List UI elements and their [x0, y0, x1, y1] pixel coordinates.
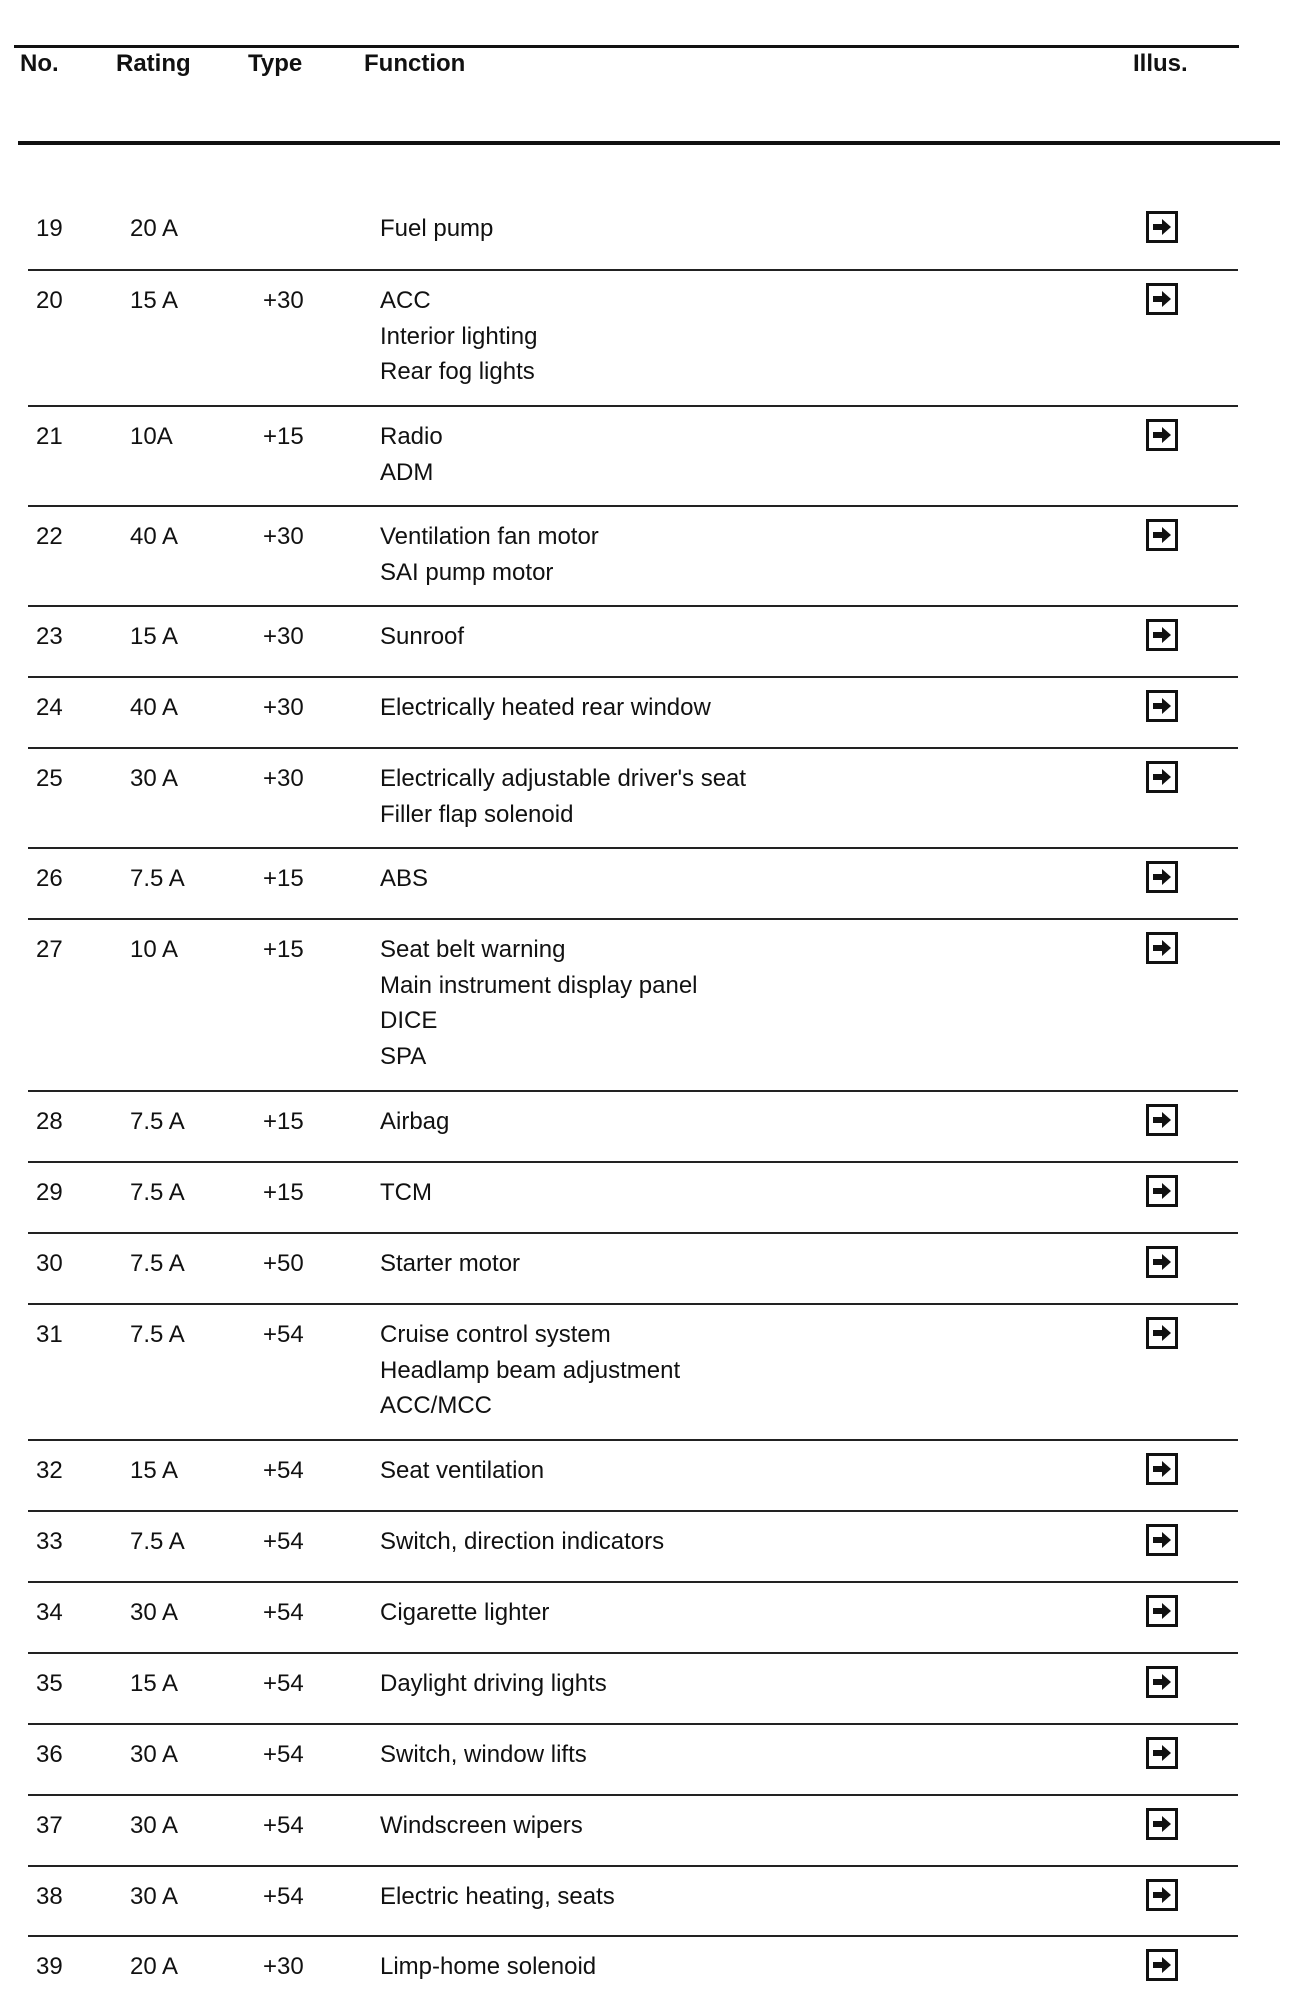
fuse-function — [380, 932, 698, 1074]
fuse-rating: 40 A — [130, 694, 179, 721]
table-row — [28, 918, 1238, 1090]
function-line: Airbag — [380, 1108, 450, 1135]
fuse-rating: 7.5 A — [130, 1179, 185, 1206]
table-row — [28, 1581, 1238, 1652]
fuse-rating: 30 A — [130, 1883, 179, 1910]
table-row — [28, 1232, 1238, 1303]
fuse-rating: 20 A — [130, 215, 179, 242]
fuse-function — [380, 1595, 549, 1631]
table-row — [28, 1439, 1238, 1510]
fuse-rating: 10 A — [130, 936, 179, 963]
fuse-type: +15 — [263, 865, 304, 892]
table-row — [28, 676, 1238, 747]
fuse-number: 35 — [36, 1670, 63, 1697]
fuse-function — [380, 211, 493, 247]
table-row — [28, 605, 1238, 676]
header-function: Function — [364, 50, 466, 77]
arrow-right-icon[interactable] — [1146, 1453, 1178, 1485]
function-line: ABS — [380, 865, 429, 892]
fuse-type: +54 — [263, 1812, 304, 1839]
fuse-function — [380, 519, 599, 590]
arrow-right-icon[interactable] — [1146, 1808, 1178, 1840]
table-row — [28, 1865, 1238, 1935]
fuse-type: +54 — [263, 1457, 304, 1484]
function-line: Windscreen wipers — [380, 1812, 583, 1839]
fuse-number: 22 — [36, 523, 63, 550]
function-line: Electrically heated rear window — [380, 694, 711, 721]
arrow-right-icon[interactable] — [1146, 519, 1178, 551]
fuse-function — [380, 1104, 449, 1140]
fuse-function — [380, 1524, 664, 1560]
function-line: ACC — [380, 287, 431, 314]
function-line: Headlamp beam adjustment — [380, 1356, 681, 1384]
fuse-rating: 30 A — [130, 1741, 179, 1768]
fuse-function — [380, 1879, 615, 1915]
function-line: Fuel pump — [380, 215, 494, 242]
fuse-number: 33 — [36, 1528, 63, 1555]
arrow-right-icon[interactable] — [1146, 1317, 1178, 1349]
fuse-type: +30 — [263, 287, 304, 314]
table-row — [28, 505, 1238, 605]
fuse-type: +54 — [263, 1321, 304, 1348]
table-row — [28, 1510, 1238, 1581]
fuse-number: 20 — [36, 287, 63, 314]
fuse-type: +15 — [263, 936, 304, 963]
function-line: Rear fog lights — [380, 358, 535, 385]
fuse-rating: 15 A — [130, 1457, 179, 1484]
fuse-type: +50 — [263, 1250, 304, 1277]
fuse-number: 31 — [36, 1321, 63, 1348]
header-rule — [18, 141, 1280, 145]
function-line: Daylight driving lights — [380, 1670, 607, 1697]
fuse-number: 19 — [36, 215, 63, 242]
table-row — [28, 199, 1238, 269]
fuse-function — [380, 1666, 607, 1702]
function-line: DICE — [380, 1007, 438, 1034]
fuse-type: +15 — [263, 1179, 304, 1206]
fuse-type: +30 — [263, 523, 304, 550]
arrow-right-icon[interactable] — [1146, 761, 1178, 793]
fuse-number: 39 — [36, 1953, 63, 1980]
arrow-right-icon[interactable] — [1146, 211, 1178, 243]
fuse-rating: 30 A — [130, 1599, 179, 1626]
function-line: ADM — [380, 458, 434, 486]
arrow-right-icon[interactable] — [1146, 932, 1178, 964]
fuse-number: 24 — [36, 694, 63, 721]
table-row — [28, 1303, 1238, 1439]
arrow-right-icon[interactable] — [1146, 1524, 1178, 1556]
function-line: ACC/MCC — [380, 1392, 492, 1419]
fuse-type: +30 — [263, 694, 304, 721]
arrow-right-icon[interactable] — [1146, 690, 1178, 722]
arrow-right-icon[interactable] — [1146, 1949, 1178, 1981]
table-row — [28, 1161, 1238, 1232]
function-line: Interior lighting — [380, 322, 538, 350]
function-line: Seat ventilation — [380, 1457, 545, 1484]
fuse-function — [380, 1737, 587, 1773]
table-row — [28, 1935, 1238, 1995]
header-rating: Rating — [116, 50, 191, 77]
fuse-number: 36 — [36, 1741, 63, 1768]
table-row — [28, 1723, 1238, 1794]
function-line: Sunroof — [380, 623, 465, 650]
fuse-function — [380, 1175, 432, 1211]
fuse-rating: 30 A — [130, 765, 179, 792]
arrow-right-icon[interactable] — [1146, 1246, 1178, 1278]
function-line: Filler flap solenoid — [380, 800, 574, 828]
table-row — [28, 1090, 1238, 1161]
fuse-type: +15 — [263, 423, 304, 450]
fuse-rating: 15 A — [130, 287, 179, 314]
arrow-right-icon[interactable] — [1146, 1737, 1178, 1769]
fuse-number: 26 — [36, 865, 63, 892]
fuse-type: +54 — [263, 1741, 304, 1768]
fuse-function — [380, 1453, 544, 1489]
arrow-right-icon[interactable] — [1146, 1175, 1178, 1207]
table-row — [28, 747, 1238, 847]
fuse-type: +54 — [263, 1599, 304, 1626]
function-line: Radio — [380, 423, 443, 450]
function-line: SPA — [380, 1042, 427, 1070]
fuse-number: 28 — [36, 1108, 63, 1135]
fuse-function — [380, 690, 711, 726]
fuse-type: +54 — [263, 1883, 304, 1910]
fuse-type: +54 — [263, 1670, 304, 1697]
fuse-rating: 30 A — [130, 1812, 179, 1839]
fuse-rating: 40 A — [130, 523, 179, 550]
fuse-rating: 7.5 A — [130, 865, 185, 892]
arrow-right-icon[interactable] — [1146, 1666, 1178, 1698]
function-line: SAI pump motor — [380, 558, 554, 586]
fuse-number: 38 — [36, 1883, 63, 1910]
fuse-rating: 7.5 A — [130, 1528, 185, 1555]
header-illus: Illus. — [1133, 50, 1188, 77]
fuse-number: 23 — [36, 623, 63, 650]
fuse-type: +54 — [263, 1528, 304, 1555]
arrow-right-icon[interactable] — [1146, 1104, 1178, 1136]
function-line: Switch, window lifts — [380, 1741, 587, 1768]
fuse-function — [380, 861, 428, 897]
header-type: Type — [248, 50, 303, 77]
function-line: Electrically adjustable driver's seat — [380, 765, 747, 792]
fuse-function — [380, 619, 464, 655]
table-row — [28, 1652, 1238, 1723]
fuse-number: 37 — [36, 1812, 63, 1839]
fuse-rating: 10A — [130, 423, 173, 450]
fuse-number: 29 — [36, 1179, 63, 1206]
function-line: Ventilation fan motor — [380, 523, 599, 550]
function-line: Cruise control system — [380, 1321, 611, 1348]
fuse-number: 32 — [36, 1457, 63, 1484]
fuse-rating: 20 A — [130, 1953, 179, 1980]
arrow-right-icon[interactable] — [1146, 1595, 1178, 1627]
fuse-function — [380, 1808, 583, 1844]
top-rule — [14, 45, 1239, 48]
header-no: No. — [20, 50, 59, 77]
function-line: Cigarette lighter — [380, 1599, 550, 1626]
fuse-function — [380, 761, 746, 832]
fuse-function — [380, 419, 443, 490]
fuse-number: 27 — [36, 936, 63, 963]
fuse-function — [380, 283, 537, 390]
arrow-right-icon[interactable] — [1146, 619, 1178, 651]
fuse-function — [380, 1949, 596, 1985]
fuse-type: +15 — [263, 1108, 304, 1135]
table-row — [28, 1794, 1238, 1865]
table-row — [28, 269, 1238, 405]
fuse-rating: 7.5 A — [130, 1250, 185, 1277]
fuse-number: 34 — [36, 1599, 63, 1626]
function-line: Starter motor — [380, 1250, 521, 1277]
fuse-rating: 15 A — [130, 623, 179, 650]
fuse-number: 21 — [36, 423, 63, 450]
fuse-function — [380, 1317, 680, 1424]
function-line: Seat belt warning — [380, 936, 566, 963]
fuse-function — [380, 1246, 520, 1282]
function-line: Limp-home solenoid — [380, 1953, 597, 1980]
arrow-right-icon[interactable] — [1146, 861, 1178, 893]
function-line: TCM — [380, 1179, 432, 1206]
fuse-rating: 15 A — [130, 1670, 179, 1697]
table-row — [28, 405, 1238, 505]
fuse-number: 30 — [36, 1250, 63, 1277]
fuse-rating: 7.5 A — [130, 1108, 185, 1135]
fuse-type: +30 — [263, 623, 304, 650]
table-row — [28, 847, 1238, 918]
fuse-number: 25 — [36, 765, 63, 792]
fuse-rating: 7.5 A — [130, 1321, 185, 1348]
fuse-type: +30 — [263, 1953, 304, 1980]
function-line: Electric heating, seats — [380, 1883, 615, 1910]
function-line: Main instrument display panel — [380, 971, 698, 999]
fuse-type: +30 — [263, 765, 304, 792]
function-line: Switch, direction indicators — [380, 1528, 665, 1555]
arrow-right-icon[interactable] — [1146, 419, 1178, 451]
arrow-right-icon[interactable] — [1146, 1879, 1178, 1911]
arrow-right-icon[interactable] — [1146, 283, 1178, 315]
